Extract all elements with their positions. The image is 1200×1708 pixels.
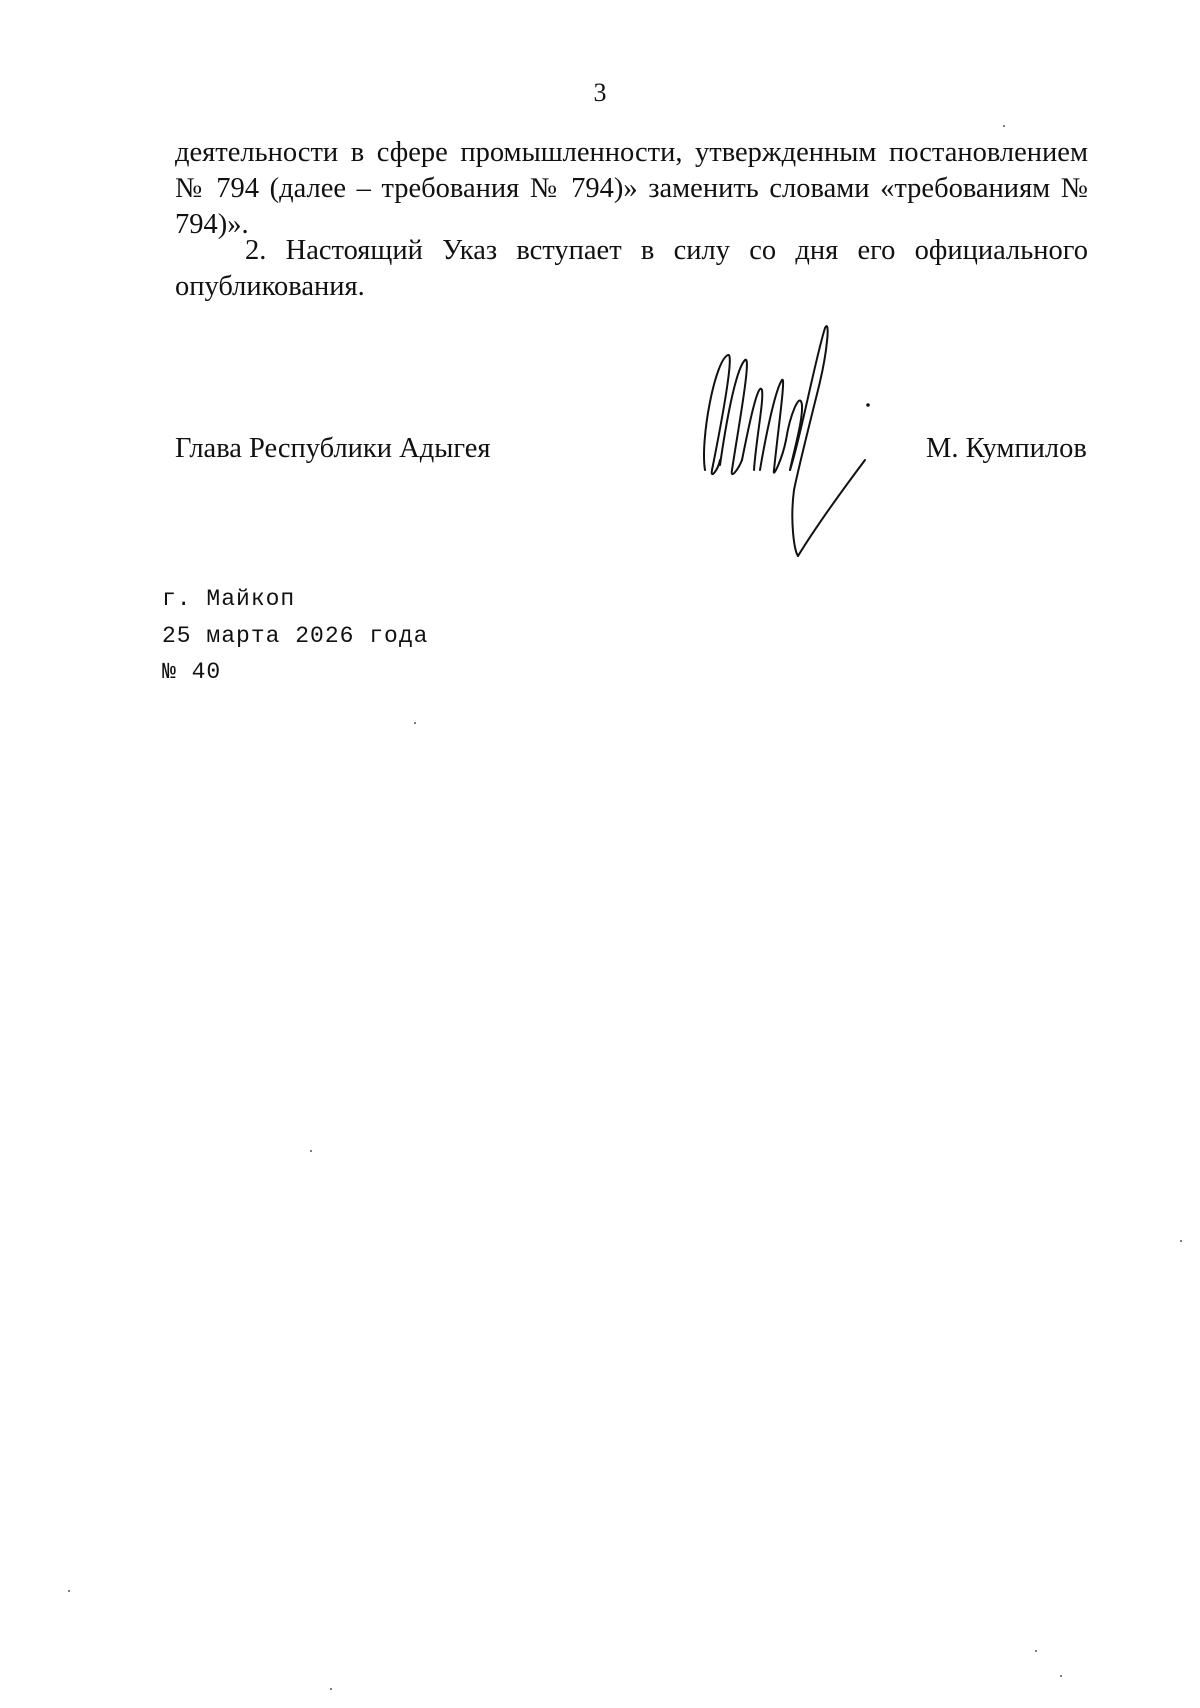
paragraph-continuation: деятельности в сфере промышленности, утвержденным постановлением № 794 (далее – требования № 794)» заменить словами «требованиям № 794)».: [175, 137, 1088, 240]
signing-city: г. Майкоп: [162, 586, 296, 612]
page-number: 3: [593, 78, 607, 107]
scan-speck: [414, 722, 416, 724]
signing-date: 25 марта 2026 года: [162, 623, 429, 649]
signatory-position: Глава Республики Адыгея: [175, 433, 491, 464]
paragraph-effective-date: 2. Настоящий Указ вступает в силу со дня его официального опубликования.: [175, 235, 1088, 302]
signatory-name: М. Кумпилов: [926, 433, 1087, 464]
scan-speck: [1180, 1240, 1182, 1242]
scan-speck: [1035, 1650, 1037, 1652]
scan-speck: [310, 1150, 312, 1152]
scan-speck: [68, 1590, 70, 1592]
scan-speck: [1003, 125, 1005, 127]
handwritten-signature: [690, 320, 890, 570]
scan-speck: [330, 1688, 332, 1690]
decree-number: № 40: [162, 659, 222, 685]
scan-speck: [1060, 1675, 1062, 1677]
